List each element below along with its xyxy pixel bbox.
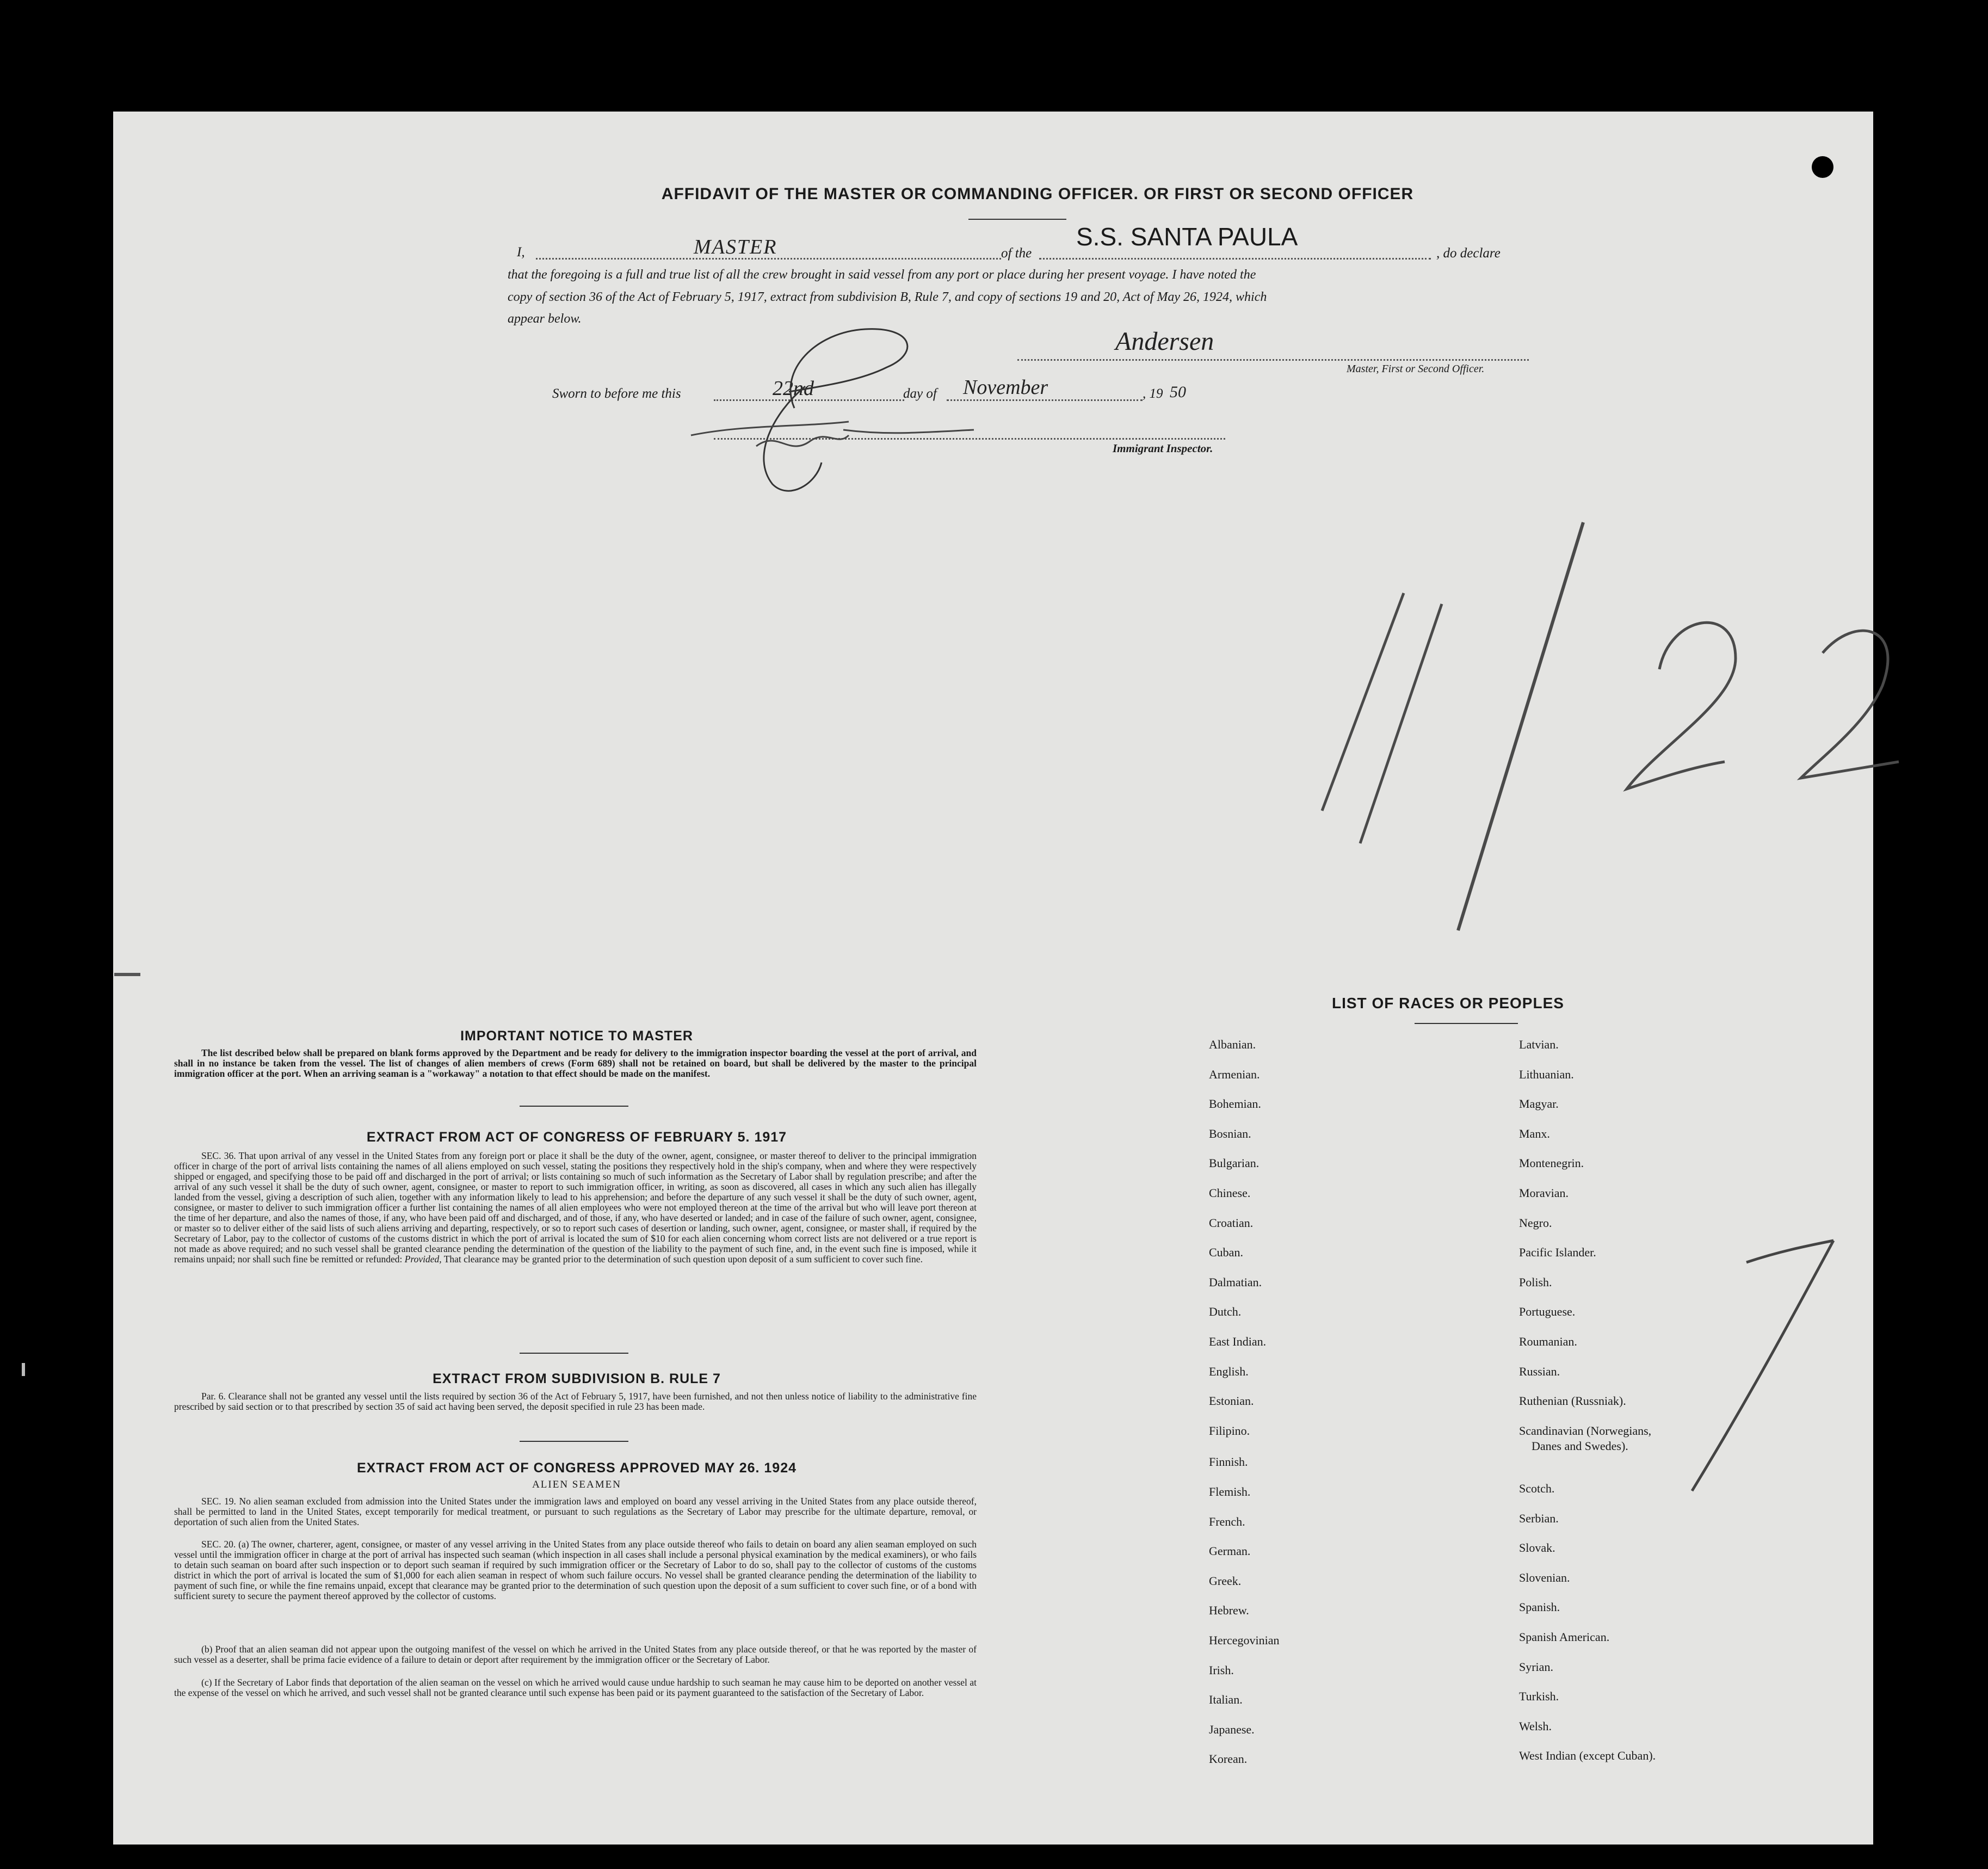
- race-item: German.: [1209, 1544, 1251, 1558]
- race-item: Russian.: [1519, 1364, 1560, 1378]
- race-item: Croatian.: [1209, 1216, 1254, 1230]
- race-item: Welsh.: [1519, 1719, 1552, 1733]
- punch-hole: [1901, 1273, 1927, 1299]
- races-title: LIST OF RACES OR PEOPLES: [1332, 995, 1564, 1011]
- sworn-prefix: Sworn to before me this: [552, 386, 681, 401]
- race-item: Italian.: [1209, 1693, 1243, 1707]
- affidavit-body-1: that the foregoing is a full and true list of all the crew brought in said vessel from any port or place during her present voyage. I have noted the: [508, 268, 1256, 282]
- race-item: Syrian.: [1519, 1660, 1553, 1674]
- race-item: Serbian.: [1519, 1511, 1559, 1525]
- divider: [520, 1441, 628, 1442]
- punch-hole: [1904, 1523, 1930, 1550]
- rule7-title: EXTRACT FROM SUBDIVISION B. RULE 7: [433, 1371, 721, 1386]
- divider: [968, 219, 1066, 220]
- race-item: Hebrew.: [1209, 1603, 1249, 1618]
- race-item: French.: [1209, 1514, 1245, 1528]
- extract1917-sec: SEC. 36.: [201, 1150, 236, 1161]
- extract1924-sec19: SEC. 19. No alien seaman excluded from admission into the United States under the immigration laws and employed on board any vessel arriving in the United States from any place outside thereof, shall be permitted to land in the United States, except temporarily for medical treatment, or pursuant to such regulations as the Secretary of Labor may prescribe for the ultimate departure, removal, or deportation of such alien from the United States.: [174, 1496, 977, 1527]
- do-declare: , do declare: [1436, 246, 1501, 261]
- race-item: Scotch.: [1519, 1482, 1555, 1495]
- race-item: Spanish.: [1519, 1600, 1560, 1614]
- race-item: Armenian.: [1209, 1067, 1260, 1081]
- sworn-day: 22nd: [773, 377, 814, 400]
- day-of: day of: [903, 386, 937, 401]
- race-item: Korean.: [1209, 1752, 1248, 1766]
- race-item: Slovenian.: [1519, 1570, 1570, 1584]
- margin-speck: [114, 973, 140, 976]
- race-item: Negro.: [1519, 1216, 1552, 1230]
- race-item: Lithuanian.: [1519, 1067, 1574, 1081]
- race-item: Irish.: [1209, 1663, 1234, 1677]
- extract1924-sec20b: (b) Proof that an alien seaman did not appear upon the outgoing manifest of the vessel on which he arrived in the United States from any place outside thereof, or that he was reported by the master of such vessel as a deserter, shall be prima facie evidence of a failure to detain or deport after requirement by the immigration officer or the Secretary of Labor.: [174, 1644, 977, 1665]
- punch-hole: [1905, 1611, 1931, 1637]
- race-item: Japanese.: [1209, 1722, 1255, 1736]
- rule7-text: Par. 6. Clearance shall not be granted any vessel until the lists required by section 36 of the Act of February 5, 1917, have been furnished, and not then unless notice of liability to the administrative fine prescribed by said section or to that prescribed by section 35 of said act having been served, the deposit specified in rule 23 has been made.: [174, 1391, 977, 1412]
- race-item: Albanian.: [1209, 1038, 1256, 1051]
- race-item: Chinese.: [1209, 1186, 1251, 1200]
- affidavit-body-3: appear below.: [508, 312, 582, 326]
- race-item: Bosnian.: [1209, 1126, 1251, 1140]
- race-item: Filipino.: [1209, 1423, 1250, 1438]
- race-item: Montenegrin.: [1519, 1156, 1584, 1170]
- notice-text: The list described below shall be prepared on blank forms approved by the Department and be ready for delivery to the immigration inspector boarding the vessel at the port of arrival, and shall in no instance be taken from the vessel. The list of changes of alien members of crews (Form 689) shall not be retained on board, but shall be delivered by the master to the principal immigration officer at the port. When an arriving seaman is a "workaway" a notation to that effect should be made on the manifest.: [174, 1047, 977, 1079]
- inspector-signature: [680, 321, 985, 501]
- date-mark-text: [1523, 925, 1524, 926]
- race-item: Roumanian.: [1519, 1335, 1577, 1348]
- affidavit-heading: AFFIDAVIT OF THE MASTER OR COMMANDING OFFICER. OR FIRST OR SECOND OFFICER: [661, 185, 1414, 203]
- race-item: Cuban.: [1209, 1245, 1243, 1260]
- race-item: Greek.: [1209, 1574, 1242, 1588]
- race-item: Moravian.: [1519, 1186, 1569, 1200]
- race-item: Magyar.: [1519, 1097, 1559, 1111]
- master-signature: Andersen: [1115, 327, 1214, 356]
- race-item: Polish.: [1519, 1275, 1552, 1289]
- race-item: Dutch.: [1209, 1305, 1242, 1319]
- extract1924-sec20a: SEC. 20. (a) The owner, charterer, agent, consignee, or master of any vessel arriving in the United States from any place outside thereof who fails to detain on board any alien seaman employed on such vessel until the immigration officer in charge at the port of arrival has inspected such seaman (which inspection in all cases shall include a personal physical examination by the medical examiners), or who fails to detain such seaman on board after such inspection or to deport such seaman if required by such immigration officer or the Secretary of Labor to do so, shall pay to the collector of customs of the customs district in which the port of arrival is located the sum of $1,000 for each alien seaman in respect of whom such failure occurs. No vessel shall be granted clearance pending the determination of the liability to payment of such fine, or while the fine remains unpaid, except that clearance may be granted prior to the determination of such question upon the deposit of a sum sufficient to cover such fine, or of a bond with sufficient surety to secure the payment thereof approved by the collector of customs.: [174, 1539, 977, 1601]
- extract1924-sec20c: (c) If the Secretary of Labor finds that deportation of the alien seaman on the vessel on which he arrived would cause undue hardship to such seaman he may cause him to be deported on another vessel at the expense of the vessel on which he arrived, and such vessel shall not be granted clearance until such expense has been paid or its payment guaranteed to the satisfaction of the Secretary of Labor.: [174, 1677, 977, 1698]
- extract1917-title: EXTRACT FROM ACT OF CONGRESS OF FEBRUARY 5. 1917: [366, 1130, 787, 1145]
- extract1917-body: That upon arrival of any vessel in the United States from any foreign port or place it shall be the duty of the owner, agent, consignee, or master thereof to deliver to the principal immigration officer in charge of the port of arrival lists containing the names of all aliens employed on such vessel, stating the positions they respectively hold in the ship's company, when and where they were respectively shipped or engaged, and specifying those to be paid off and discharged in the port of arrival; or lists containing so much of such information as the Secretary of Labor shall by regulation prescribe; and after the arrival of any such vessel it shall be the duty of such owner, agent, consignee, or master to report to such immigration officer, in writing, as soon as discovered, all cases in which any such alien has illegally landed from the vessel, giving a description of such alien, together with any information likely to lead to his apprehension; and before the departure of any such vessel it shall be the duty of such owner, agent, consignee, or master to deliver to such immigration officer a further list containing the names of all alien employees who were not employed thereon at the time of the arrival but who will leave port thereon at the time of her departure, and also the names of those, if any, who have been paid off and discharged, and of those, if any, who have deserted or landed; and in case of the failure of such owner, agent, consignee, or master so to deliver either of the said lists of such aliens arriving and departing, respectively, or so to report such cases of desertion or landing, such owner, agent, consignee, or master shall, if required by the Secretary of Labor, pay to the collector of customs of the customs district in which the port of arrival is located the sum of $10 for each alien concerning whom correct lists are not delivered or a true report is not made as above required; and no such vessel shall be granted clearance pending the determination of the question of the liability to the payment of such fine, and, in the event such fine is imposed, while it remains unpaid; nor shall such fine be remitted or refunded:: [174, 1150, 977, 1264]
- race-item: Bohemian.: [1209, 1097, 1261, 1111]
- race-item: Pacific Islander.: [1519, 1245, 1596, 1260]
- number-mark-text: [1741, 1496, 1742, 1497]
- race-item: Dalmatian.: [1209, 1275, 1262, 1289]
- handwritten-date-mark: [1279, 506, 1931, 941]
- master-name: MASTER: [694, 236, 777, 258]
- race-item: Hercegovinian: [1209, 1633, 1280, 1647]
- year-suffix: 50: [1170, 383, 1186, 401]
- race-item: Estonian.: [1209, 1394, 1254, 1408]
- margin-speck: [22, 1363, 25, 1376]
- master-signature-line: [1017, 359, 1529, 361]
- of-the: of the: [1001, 246, 1032, 261]
- race-item: English.: [1209, 1364, 1249, 1378]
- punch-hole: [1886, 266, 1912, 292]
- affidavit-i: I,: [517, 245, 525, 260]
- extract1917-provided: Provided,: [404, 1254, 442, 1264]
- race-item: West Indian (except Cuban).: [1519, 1749, 1656, 1763]
- race-item: Bulgarian.: [1209, 1156, 1260, 1170]
- handwritten-number-mark: [1676, 1230, 1850, 1502]
- divider: [1415, 1023, 1518, 1024]
- sworn-month: November: [963, 376, 1048, 399]
- inspector-caption: Immigrant Inspector.: [1113, 442, 1213, 455]
- notice-title: IMPORTANT NOTICE TO MASTER: [460, 1028, 693, 1044]
- divider: [520, 1353, 628, 1354]
- race-item-scandinavian-cont: Danes and Swedes).: [1532, 1439, 1628, 1453]
- extract1924-subtitle: ALIEN SEAMEN: [532, 1479, 621, 1490]
- affidavit-body-2: copy of section 36 of the Act of February 5, 1917, extract from subdivision B, Rule 7, and copy of sections 19 and 20, Act of May 26, 1924, which: [508, 290, 1267, 304]
- vessel-line: [1039, 258, 1431, 260]
- race-item: Spanish American.: [1519, 1630, 1610, 1644]
- race-item: East Indian.: [1209, 1335, 1267, 1348]
- punch-hole: [1899, 1186, 1925, 1212]
- punch-hole: [1812, 156, 1833, 178]
- race-item: Latvian.: [1519, 1038, 1559, 1051]
- race-item: Slovak.: [1519, 1541, 1555, 1555]
- vessel-name: S.S. SANTA PAULA: [1076, 223, 1298, 251]
- signer-caption: Master, First or Second Officer.: [1347, 363, 1485, 375]
- divider: [520, 1106, 628, 1107]
- punch-hole: [1886, 355, 1912, 381]
- race-item: Flemish.: [1209, 1485, 1251, 1498]
- race-item: Portuguese.: [1519, 1305, 1576, 1319]
- race-item: Turkish.: [1519, 1689, 1559, 1704]
- race-item: Manx.: [1519, 1126, 1550, 1140]
- extract1917-text: [174, 1151, 977, 1264]
- race-item: Scandinavian (Norwegians,: [1519, 1423, 1652, 1438]
- extract1917-tail: That clearance may be granted prior to the determination of such question upon deposit of a sum sufficient to cover such fine.: [443, 1254, 923, 1264]
- race-item: Finnish.: [1209, 1455, 1248, 1469]
- year-prefix: , 19: [1143, 386, 1163, 401]
- punch-hole: [1876, 156, 1899, 179]
- race-item: Ruthenian (Russniak).: [1519, 1394, 1626, 1408]
- extract1924-title: EXTRACT FROM ACT OF CONGRESS APPROVED MAY 26. 1924: [356, 1460, 797, 1476]
